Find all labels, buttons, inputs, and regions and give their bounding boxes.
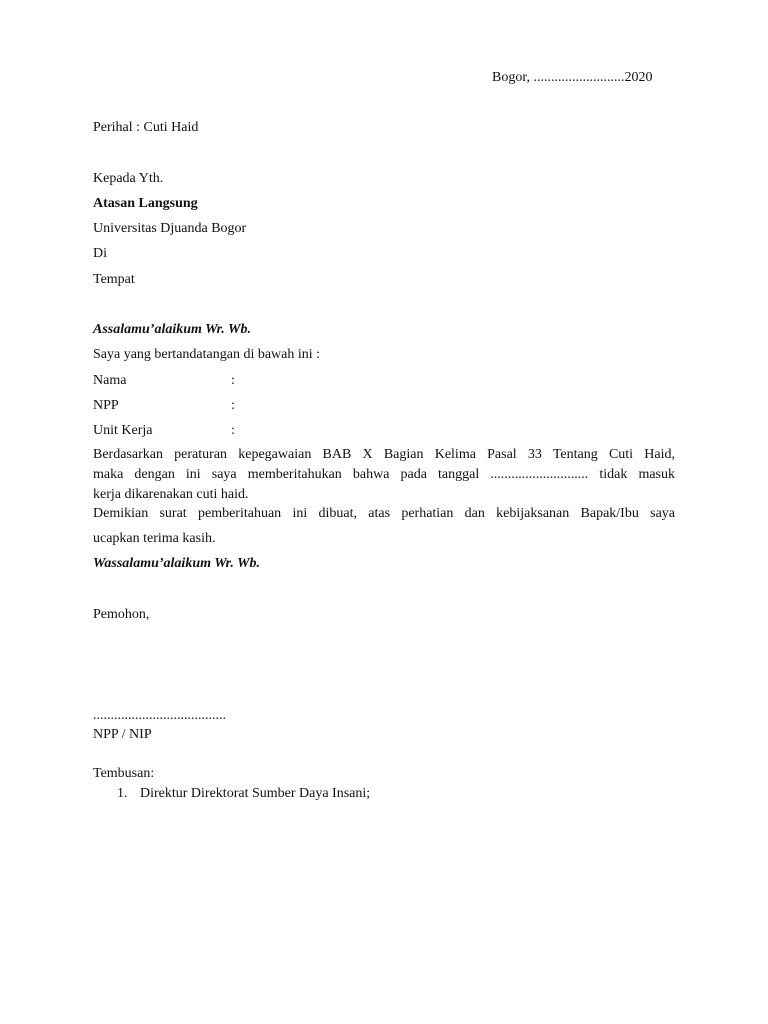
recipient-name: Atasan Langsung [93, 196, 198, 211]
id-label: NPP / NIP [93, 727, 152, 742]
recipient-greeting: Kepada Yth. [93, 171, 164, 186]
field-colon-nama: : [231, 373, 235, 388]
field-label-nama: Nama [93, 373, 127, 388]
subject-line: Perihal : Cuti Haid [93, 120, 199, 135]
cc-item-text: Direktur Direktorat Sumber Daya Insani; [140, 786, 371, 801]
closing-salutation: Wassalamu’alaikum Wr. Wb. [93, 556, 261, 571]
recipient-institution: Universitas Djuanda Bogor [93, 221, 247, 236]
closing-line-2: ucapkan terima kasih. [93, 531, 216, 546]
intro-line: Saya yang bertandatangan di bawah ini : [93, 347, 321, 362]
cc-title: Tembusan: [93, 766, 155, 781]
field-colon-npp: : [231, 398, 235, 413]
field-label-npp: NPP [93, 398, 119, 413]
body-line-3: kerja dikarenakan cuti haid. [93, 487, 249, 502]
body-line-1: Berdasarkan peraturan kepegawaian BAB X Bagian Kelima Pasal 33 Tentang Cuti Haid, [93, 447, 675, 462]
field-colon-unit-kerja: : [231, 423, 235, 438]
field-label-unit-kerja: Unit Kerja [93, 423, 153, 438]
body-line-2: maka dengan ini saya memberitahukan bahwa pada tanggal ............................ tidak masuk [93, 467, 675, 482]
signature-line: ...................................... [93, 708, 226, 723]
recipient-place: Tempat [93, 272, 135, 287]
sender-label: Pemohon, [93, 607, 150, 622]
date-line: Bogor, ..........................2020 [492, 70, 653, 85]
closing-line-1: Demikian surat pemberitahuan ini dibuat, atas perhatian dan kebijaksanan Bapak/Ibu saya [93, 506, 675, 521]
recipient-at: Di [93, 246, 107, 261]
cc-item-number: 1. [117, 786, 128, 801]
opening-salutation: Assalamu’alaikum Wr. Wb. [93, 322, 251, 337]
